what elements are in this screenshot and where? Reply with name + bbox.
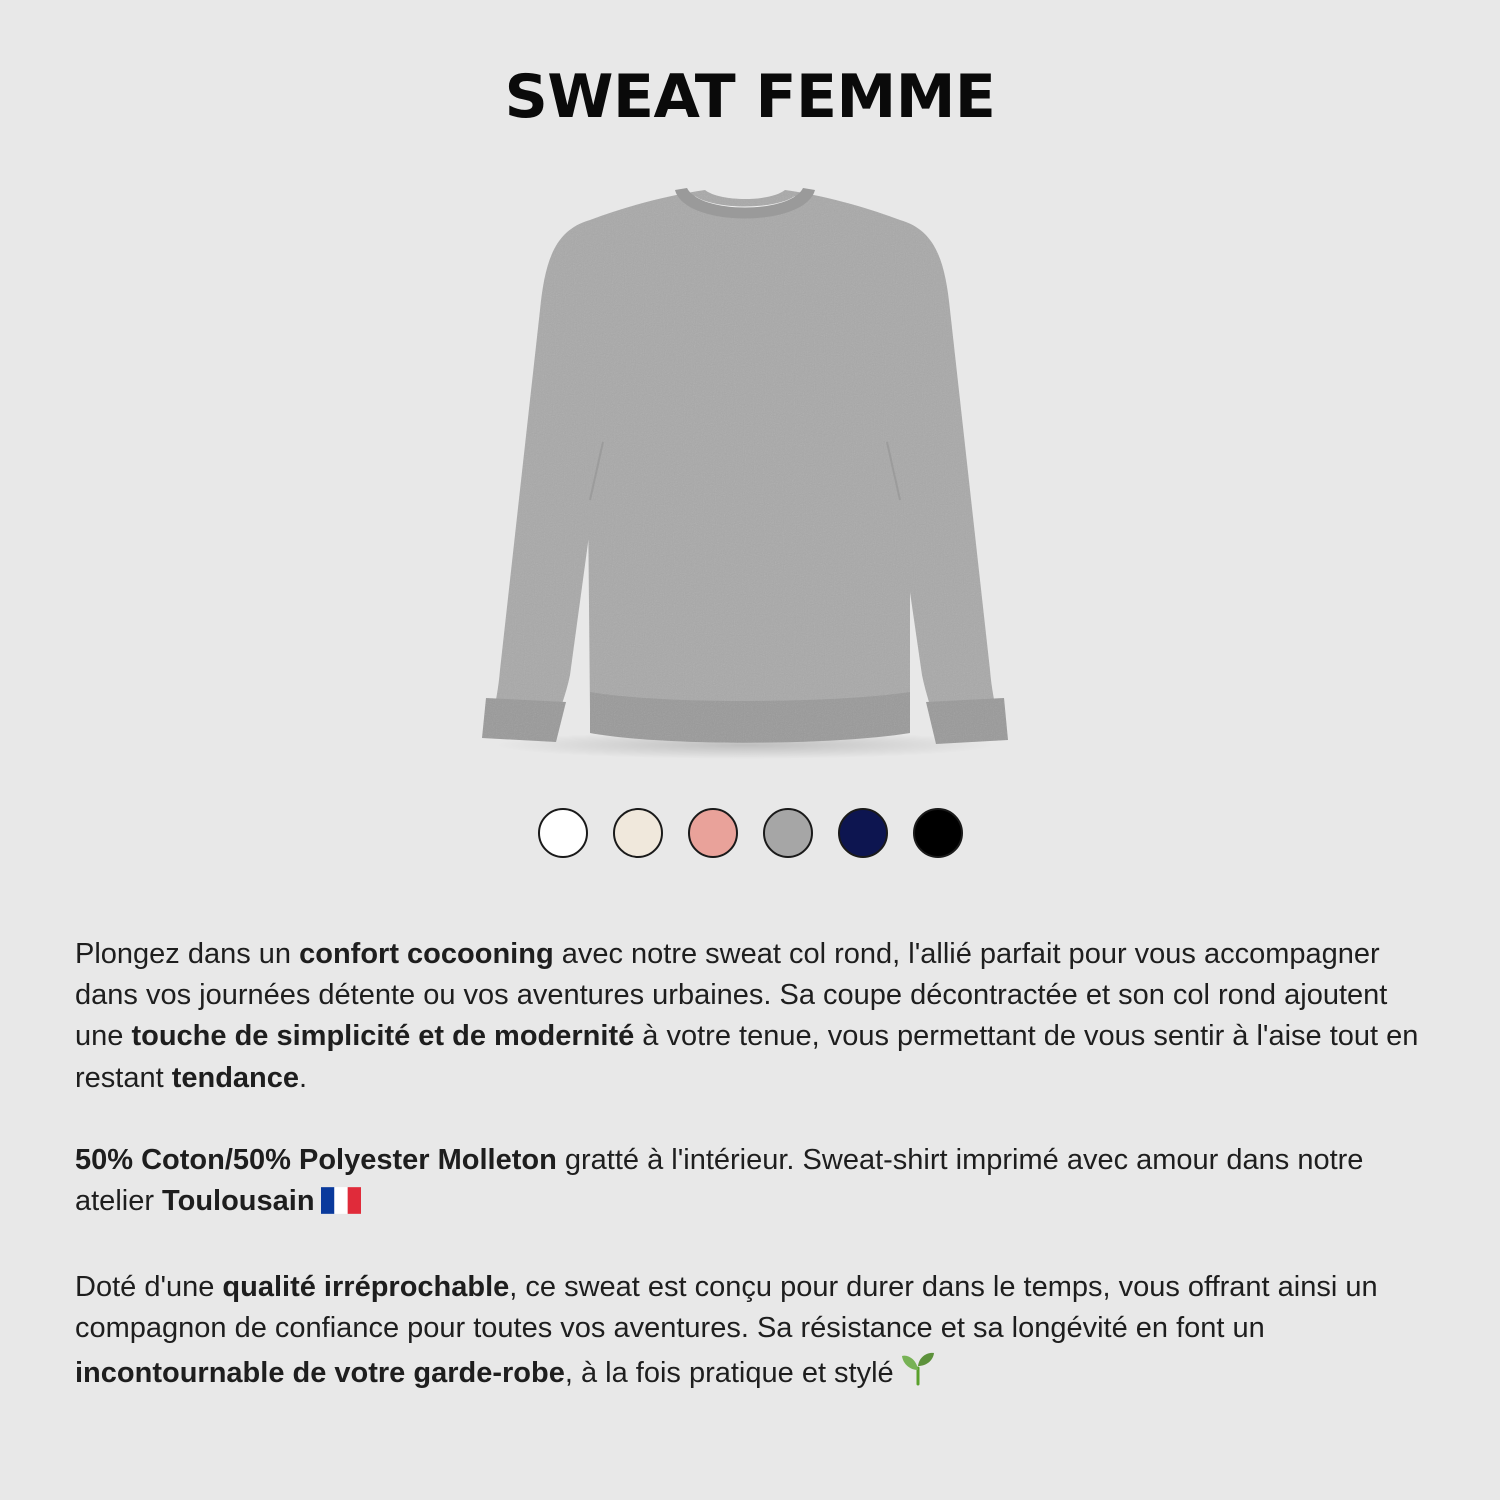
sweatshirt-product-image (470, 180, 1020, 770)
bold-text: qualité irréprochable (222, 1271, 510, 1304)
swatch-cream[interactable] (613, 808, 663, 858)
text: Plongez dans un (75, 938, 300, 970)
description-paragraph-3 (75, 1267, 1425, 1398)
swatch-pink[interactable] (688, 808, 738, 858)
product-description (75, 934, 1425, 1439)
bold-text: tendance (171, 1061, 300, 1094)
swatch-navy[interactable] (838, 808, 888, 858)
bold-text: incontournable de votre garde-robe (75, 1356, 565, 1389)
swatch-grey[interactable] (763, 808, 813, 858)
torso (582, 190, 913, 721)
swatch-black[interactable] (913, 808, 963, 858)
text: . (299, 1061, 308, 1094)
bold-text: Toulousain (162, 1185, 315, 1218)
text: , ce sweat est conçu pour durer dans le temps, vous offrant ainsi un compagnon de confiance pour toutes vos aventures. Sa résistance et sa longévité en font un (75, 1271, 1378, 1345)
right-cuff (926, 698, 1008, 744)
description-paragraph-1 (75, 934, 1425, 1099)
text: à votre tenue, vous permettant de vous sentir à l'aise tout en restant (75, 1020, 1419, 1094)
text: , à la fois pratique et stylé (564, 1356, 894, 1389)
bold-text: touche de simplicité et de modernité (131, 1020, 635, 1053)
text: avec notre sweat col rond, l'allié parfait pour vous accompagner dans vos journées détente ou vos aventures urbaines. Sa coupe décontractée et son col rond ajoutent une (75, 938, 1388, 1053)
text: gratté à l'intérieur. Sweat-shirt imprimé avec amour dans notre atelier (75, 1143, 1364, 1218)
left-cuff (482, 698, 566, 742)
swatch-white[interactable] (538, 808, 588, 858)
bold-text: confort cocooning (299, 938, 554, 970)
color-swatches (0, 808, 1500, 858)
bold-text: 50% Coton/50% Polyester Molleton (75, 1143, 557, 1176)
seedling-icon (900, 1350, 936, 1398)
description-paragraph-2 (75, 1140, 1425, 1226)
page-title: SWEAT FEMME (504, 62, 996, 132)
text: Doté d'une (75, 1271, 223, 1304)
france-flag-icon (321, 1185, 361, 1226)
